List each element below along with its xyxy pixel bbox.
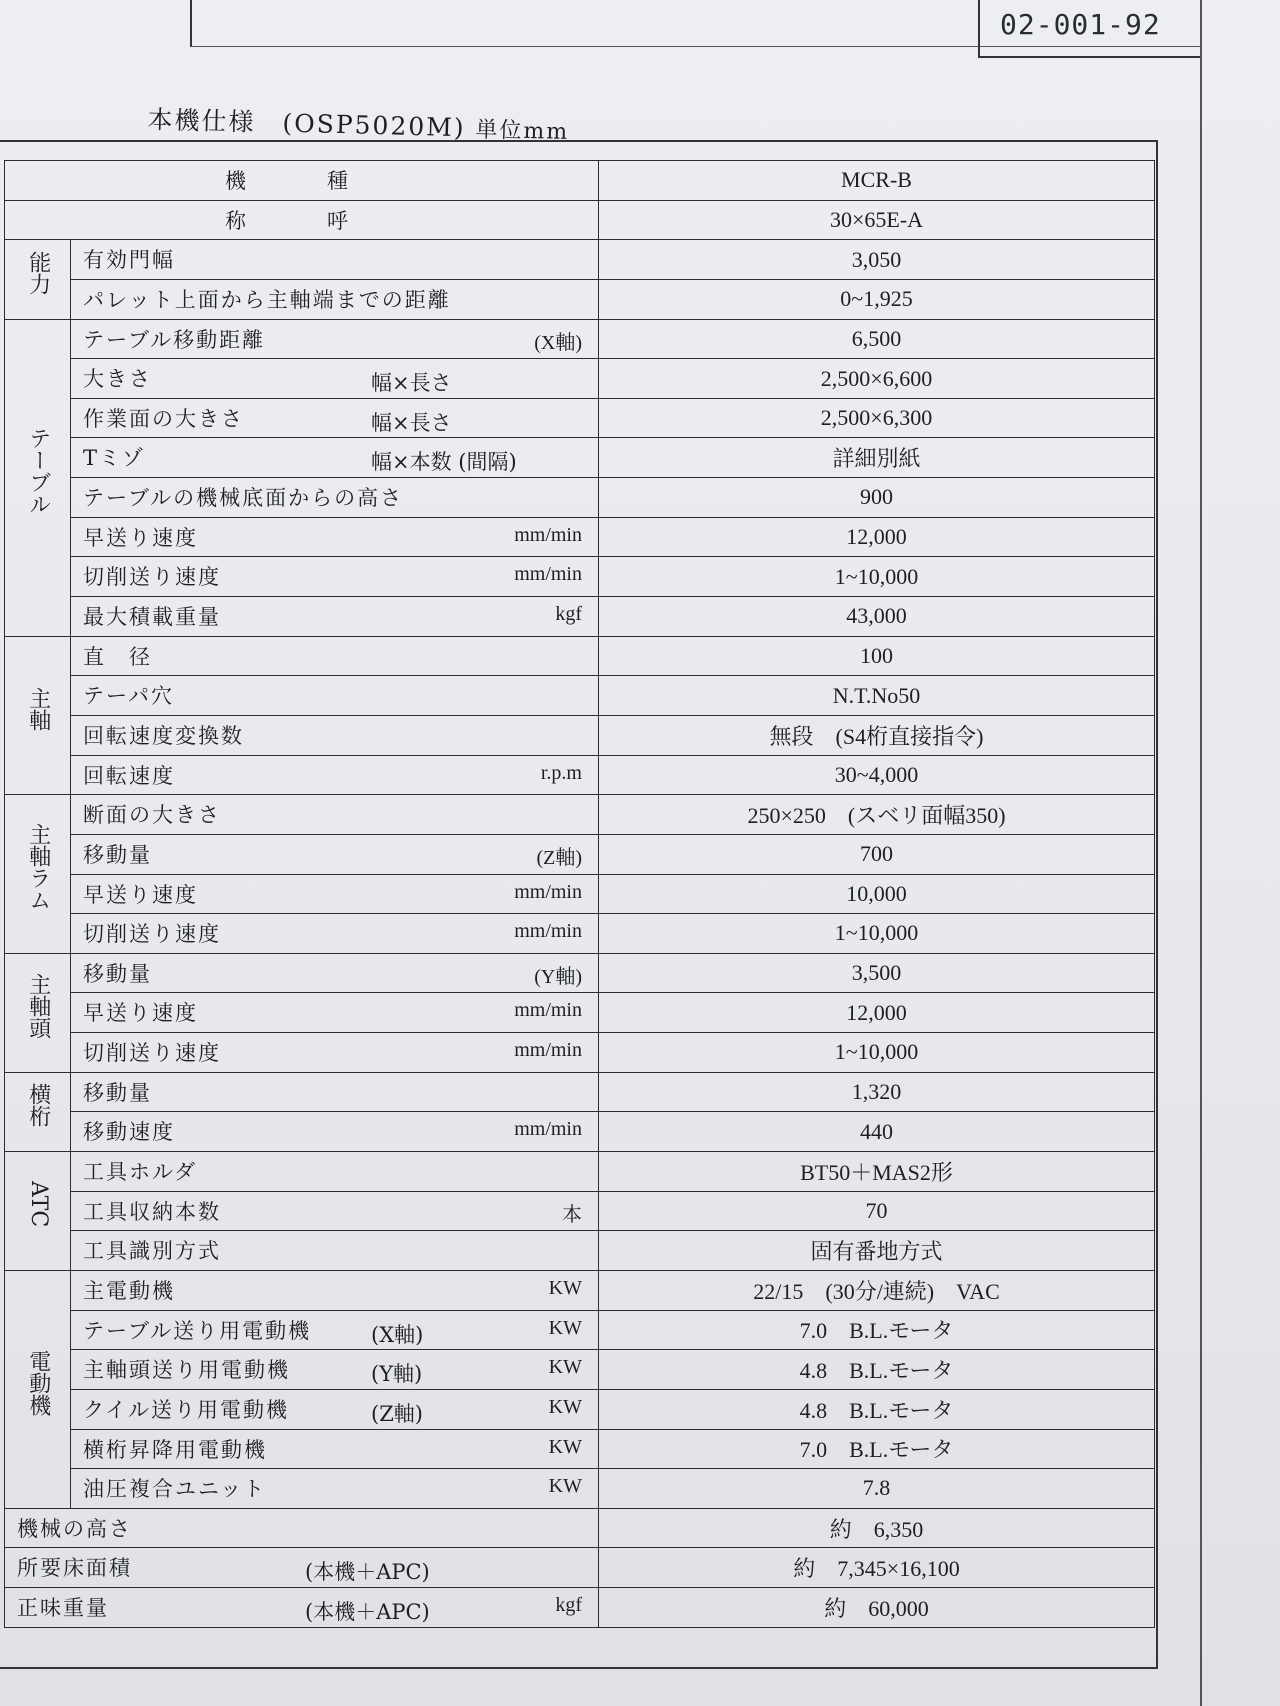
spec-value: 0~1,925 — [599, 279, 1155, 319]
group-label-text: テーブル — [25, 426, 51, 515]
spec-value: 440 — [599, 1112, 1155, 1152]
spec-label-cell — [71, 557, 599, 597]
spec-qualifier: (本機＋APC) — [305, 1600, 430, 1625]
spec-row — [5, 795, 1155, 835]
group-label — [5, 795, 71, 954]
spec-value: 2,500×6,300 — [599, 398, 1155, 438]
spec-label-cell — [71, 874, 599, 914]
spec-qualifier: (本機＋APC) — [305, 1560, 430, 1585]
spec-label: 断面の大きさ — [83, 803, 221, 828]
spec-label: 早送り速度 — [83, 1001, 198, 1026]
spec-unit: KW — [548, 1356, 582, 1379]
spec-label-cell — [71, 359, 599, 399]
header-value: 30×65E-A — [599, 200, 1155, 240]
spec-unit: KW — [548, 1395, 582, 1418]
spec-label: 正味重量 — [17, 1596, 109, 1621]
spec-label: 工具収納本数 — [83, 1199, 221, 1224]
spec-row — [5, 597, 1155, 637]
spec-unit: KW — [548, 1475, 582, 1498]
title-unit: 単位mm — [475, 117, 570, 146]
spec-label-cell — [71, 1231, 599, 1271]
spec-value: 固有番地方式 — [599, 1231, 1155, 1271]
spec-value: 1~10,000 — [599, 1033, 1155, 1073]
spec-row — [5, 715, 1155, 755]
spec-label: テーブルの機械底面からの高さ — [83, 486, 404, 511]
spec-label-cell — [71, 636, 599, 676]
spec-row — [5, 1191, 1155, 1231]
spec-unit: r.p.m — [540, 761, 582, 784]
spec-value: 10,000 — [599, 874, 1155, 914]
spec-unit: kgf — [555, 603, 582, 626]
title-main: 本機仕様 (OSP5020M) — [147, 104, 466, 143]
spec-row — [5, 1469, 1155, 1509]
spec-label: 回転速度 — [83, 763, 175, 788]
spec-unit: mm/min — [514, 1118, 582, 1141]
spec-row — [5, 1429, 1155, 1469]
spec-label: 横桁昇降用電動機 — [83, 1437, 267, 1462]
spec-label: 油圧複合ユニット — [83, 1477, 267, 1502]
spec-row — [5, 1072, 1155, 1112]
spec-label: パレット上面から主軸端までの距離 — [83, 287, 451, 312]
spec-label-cell — [71, 517, 599, 557]
spec-value: 70 — [599, 1191, 1155, 1231]
spec-label: 切削送り速度 — [83, 565, 221, 590]
spec-unit: mm/min — [514, 880, 582, 903]
spec-row — [5, 1033, 1155, 1073]
spec-label-cell — [71, 279, 599, 319]
spec-row — [5, 636, 1155, 676]
spec-qualifier: 幅×本数 (間隔) — [371, 450, 517, 475]
group-label — [5, 1072, 71, 1151]
spec-unit: (X軸) — [534, 331, 582, 354]
spec-row-header — [5, 200, 1155, 240]
spec-value: 3,050 — [599, 240, 1155, 280]
spec-label: テーブル移動距離 — [83, 327, 266, 352]
spec-label: 主電動機 — [83, 1278, 175, 1303]
spec-label: 移動速度 — [83, 1120, 175, 1145]
spec-label-cell — [71, 914, 599, 954]
spec-label-cell — [71, 1270, 599, 1310]
group-label — [5, 953, 71, 1072]
spec-label: 大きさ — [83, 367, 152, 392]
spec-label: 切削送り速度 — [83, 922, 221, 947]
header-value: MCR-B — [599, 161, 1155, 201]
spec-unit: mm/min — [514, 920, 582, 943]
spec-label: 移動量 — [83, 1080, 152, 1105]
spec-value: 1~10,000 — [599, 557, 1155, 597]
spec-row — [5, 834, 1155, 874]
spec-value: 7.8 — [599, 1469, 1155, 1509]
spec-row-header — [5, 161, 1155, 201]
footer-value: 約 6,350 — [599, 1508, 1155, 1548]
spec-value: 無段 (S4桁直接指令) — [599, 715, 1155, 755]
spec-row — [5, 319, 1155, 359]
spec-label: テーパ穴 — [83, 684, 174, 709]
group-label — [5, 319, 71, 636]
spec-value: 900 — [599, 478, 1155, 518]
spec-value: 1~10,000 — [599, 914, 1155, 954]
spec-label-cell — [71, 1469, 599, 1509]
spec-label-cell — [71, 953, 599, 993]
spec-value: 12,000 — [599, 517, 1155, 557]
spec-row-footer — [5, 1548, 1155, 1588]
spec-value: 4.8 B.L.モータ — [599, 1350, 1155, 1390]
spec-row — [5, 1350, 1155, 1390]
spec-row — [5, 1310, 1155, 1350]
spec-row — [5, 438, 1155, 478]
spec-label: 移動量 — [83, 842, 152, 867]
spec-row — [5, 914, 1155, 954]
spec-label-cell — [71, 1310, 599, 1350]
spec-label-cell — [71, 1033, 599, 1073]
spec-label-cell — [71, 1112, 599, 1152]
spec-value: 7.0 B.L.モータ — [599, 1429, 1155, 1469]
spec-value: 4.8 B.L.モータ — [599, 1389, 1155, 1429]
spec-row — [5, 478, 1155, 518]
spec-label: 工具識別方式 — [83, 1239, 221, 1264]
spec-unit: KW — [548, 1435, 582, 1458]
spec-value: 7.0 B.L.モータ — [599, 1310, 1155, 1350]
spec-value: 1,320 — [599, 1072, 1155, 1112]
spec-row — [5, 1152, 1155, 1192]
spec-label-cell — [71, 755, 599, 795]
spec-row — [5, 993, 1155, 1033]
header-label: 機 種 — [5, 161, 599, 201]
group-label — [5, 1152, 71, 1271]
spec-row-footer — [5, 1588, 1155, 1628]
spec-label: 工具ホルダ — [83, 1160, 198, 1185]
spec-label: 有効門幅 — [83, 248, 175, 273]
spec-label: 回転速度変換数 — [83, 723, 244, 748]
spec-label-cell — [71, 834, 599, 874]
spec-unit: (Z軸) — [536, 846, 582, 869]
header-label: 称 呼 — [5, 200, 599, 240]
spec-label: 直 径 — [83, 644, 152, 669]
spec-label: 早送り速度 — [83, 525, 198, 550]
group-label-text: ATC — [25, 1181, 51, 1228]
spec-label-cell — [71, 795, 599, 835]
group-label-text: 電動機 — [25, 1349, 51, 1416]
spec-row-footer — [5, 1508, 1155, 1548]
spec-label-cell — [71, 715, 599, 755]
spec-row — [5, 398, 1155, 438]
spec-row — [5, 557, 1155, 597]
spec-value: N.T.No50 — [599, 676, 1155, 716]
footer-value: 約 60,000 — [599, 1588, 1155, 1628]
spec-label: 最大積載重量 — [83, 605, 221, 630]
spec-unit: KW — [548, 1316, 582, 1339]
spec-row — [5, 359, 1155, 399]
spec-unit: mm/min — [514, 1039, 582, 1062]
spec-label: 所要床面積 — [17, 1556, 132, 1581]
spec-label-cell — [71, 478, 599, 518]
group-label-text: 主軸 — [25, 686, 51, 731]
spec-label-cell — [71, 438, 599, 478]
spec-value: 2,500×6,600 — [599, 359, 1155, 399]
spec-row — [5, 1112, 1155, 1152]
spec-label: 切削送り速度 — [83, 1041, 221, 1066]
spec-row — [5, 1231, 1155, 1271]
group-label — [5, 636, 71, 795]
spec-label-cell — [71, 398, 599, 438]
spec-label-cell — [71, 240, 599, 280]
spec-label-cell — [5, 1588, 599, 1628]
spec-value: 30~4,000 — [599, 755, 1155, 795]
spec-row — [5, 676, 1155, 716]
spec-value: 43,000 — [599, 597, 1155, 637]
spec-value: 250×250 (スベリ面幅350) — [599, 795, 1155, 835]
spec-value: 12,000 — [599, 993, 1155, 1033]
spec-label: 機械の高さ — [17, 1516, 132, 1541]
group-label-text: 横桁 — [25, 1083, 51, 1128]
spec-row — [5, 240, 1155, 280]
spec-qualifier: (Z軸) — [371, 1401, 423, 1426]
spec-qualifier: (X軸) — [371, 1322, 424, 1347]
spec-unit: mm/min — [514, 523, 582, 546]
spec-value: 詳細別紙 — [599, 438, 1155, 478]
spec-unit: mm/min — [514, 563, 582, 586]
spec-label-cell — [5, 1508, 599, 1548]
spec-label: 主軸頭送り用電動機 — [83, 1358, 290, 1383]
spec-row — [5, 517, 1155, 557]
spec-value: 3,500 — [599, 953, 1155, 993]
spec-label-cell — [71, 1350, 599, 1390]
spec-row — [5, 953, 1155, 993]
spec-unit: mm/min — [514, 999, 582, 1022]
spec-qualifier: 幅×長さ — [371, 371, 452, 396]
spec-row — [5, 1389, 1155, 1429]
spec-value: 22/15 (30分/連続) VAC — [599, 1270, 1155, 1310]
spec-value: 6,500 — [599, 319, 1155, 359]
spec-label-cell — [71, 1429, 599, 1469]
spec-value: 700 — [599, 834, 1155, 874]
spec-label: クイル送り用電動機 — [83, 1397, 289, 1422]
spec-label: テーブル送り用電動機 — [83, 1318, 312, 1343]
spec-qualifier: (Y軸) — [371, 1362, 423, 1387]
spec-unit: (Y軸) — [534, 965, 582, 988]
spec-label-cell — [71, 1191, 599, 1231]
spec-value: 100 — [599, 636, 1155, 676]
spec-label: 早送り速度 — [83, 882, 198, 907]
group-label-text: 主軸ラム — [25, 823, 51, 912]
page-edge-line — [1200, 0, 1202, 1706]
spec-row — [5, 1270, 1155, 1310]
spec-row — [5, 755, 1155, 795]
spec-unit: 本 — [562, 1203, 582, 1226]
spec-label: 作業面の大きさ — [83, 406, 244, 431]
spec-table — [4, 160, 1155, 1628]
spec-table-body — [5, 161, 1155, 1628]
group-label-text: 能力 — [25, 250, 51, 295]
spec-label-cell — [5, 1548, 599, 1588]
spec-qualifier: 幅×長さ — [371, 410, 452, 435]
spec-label: Tミゾ — [83, 446, 146, 471]
spec-unit: KW — [548, 1276, 582, 1299]
group-label — [5, 240, 71, 319]
spec-row — [5, 874, 1155, 914]
spec-label-cell — [71, 993, 599, 1033]
document-number: 02-001-92 — [1000, 8, 1161, 41]
spec-label: 移動量 — [83, 961, 152, 986]
footer-value: 約 7,345×16,100 — [599, 1548, 1155, 1588]
spec-row — [5, 279, 1155, 319]
group-label-text: 主軸頭 — [25, 973, 51, 1040]
spec-label-cell — [71, 1072, 599, 1112]
spec-label-cell — [71, 597, 599, 637]
spec-label-cell — [71, 676, 599, 716]
spec-unit: kgf — [555, 1594, 582, 1617]
group-label — [5, 1270, 71, 1508]
spec-label-cell — [71, 319, 599, 359]
spec-label-cell — [71, 1152, 599, 1192]
spec-label-cell — [71, 1389, 599, 1429]
spec-value: BT50＋MAS2形 — [599, 1152, 1155, 1192]
